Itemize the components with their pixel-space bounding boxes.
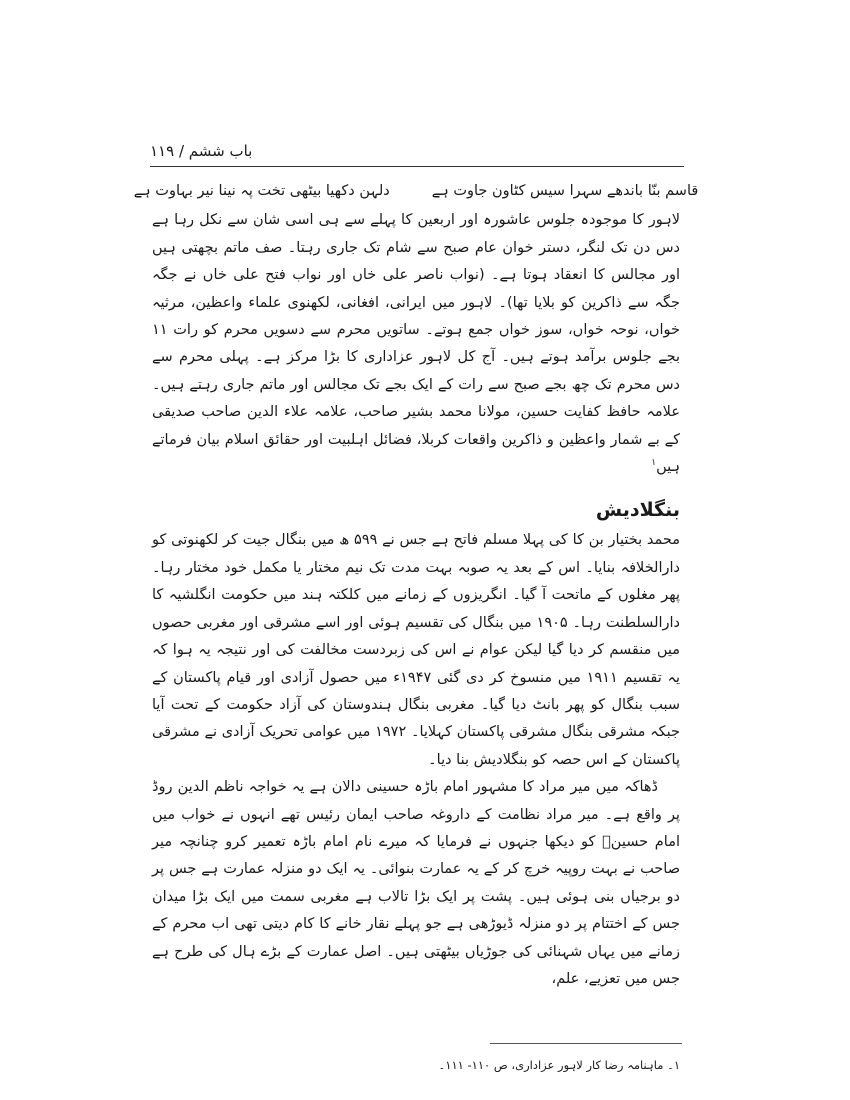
footnote-divider — [490, 1043, 682, 1044]
page-body — [133, 178, 699, 993]
lahore-paragraph-text: لاہور کا موجودہ جلوس عاشورہ اور اربعین کا پہلے سے ہی اسی شان سے نکل رہا ہے دس دن تک لنگر، دستر خوان عام صبح سے شام تک جاری رہتا۔ صف ماتم بچھتی ہیں اور مجالس کا انعقاد ہوتا ہے۔ (نواب ناصر علی خاں اور نواب فتح علی خاں نے جگہ جگہ سے ذاکرین کو بلایا تھا)۔ لاہور میں ایرانی، افغانی، لکھنوی علماء واعظین، مرثیہ خواں، نوحہ خواں، سوز خواں جمع ہوتے۔ ساتویں محرم سے دسویں محرم کو رات ۱۱ بجے جلوس برآمد ہوتے ہیں۔ آج کل لاہور عزاداری کا بڑا مرکز ہے۔ پہلی محرم سے دس محرم تک چھ بجے صبح سے رات کے ایک بجے تک مجالس اور ماتم جاری رہتے ہیں۔ علامہ حافظ کفایت حسین، مولانا محمد بشیر صاحب، علامہ علاء الدین صاحب صدیقی کے بے شمار واعظین و ذاکرین واقعات کربلا، فضائل اہلبیت اور حقائق اسلام بیان فرماتے ہیں — [152, 212, 680, 476]
couplet-second-line: دلہن دکھیا بیٹھی تخت پہ نینا نیر بہاوت ہے — [133, 183, 390, 199]
footnote: ۱۔ ماہنامہ رضا کار لاہور عزاداری، ص ۱۱۰- ۱۱۱۔ — [438, 1058, 680, 1072]
bangladesh-paragraph-history: محمد بختیار بن کا کی پہلا مسلم فاتح ہے جس نے ۵۹۹ ھ میں بنگال جیت کر لکھنوتی کو دارالخلافہ بنایا۔ اس کے بعد یہ صوبہ بہت مدت تک نیم مختار یا مکمل خود مختار رہا۔ پھر مغلوں کے ماتحت آ گیا۔ انگریزوں کے زمانے میں کلکتہ ہند میں حکومت انگلشیہ کا دارالسلطنت رہا۔ ۱۹۰۵ میں بنگال کی تقسیم ہوئی اور اسے مشرقی اور مغربی حصوں میں منقسم کر دیا گیا لیکن عوام نے اس کی زبردست مخالفت کی اور نتیجہ یہ ہوا کہ یہ تقسیم ۱۹۱۱ میں منسوخ کر دی گئی ۱۹۴۷ء میں حصول آزادی اور قیام پاکستان کے سبب بنگال کو پھر بانٹ دیا گیا۔ مغربی بنگال ہندوستان کی آزاد حکومت کے تحت آیا جبکہ مشرقی بنگال مشرقی پاکستان کہلایا۔ ۱۹۷۲ میں عوامی تحریک آزادی نے مشرقی پاکستان کے اس حصہ کو بنگلادیش بنا دیا۔ — [152, 532, 681, 768]
running-header — [150, 138, 684, 167]
lahore-paragraph — [152, 207, 680, 481]
section-heading-bangladesh: بنگلادیش — [595, 499, 680, 522]
couplet — [133, 178, 699, 205]
couplet-first-line: قاسم بنّا باندھے سہرا سیس کٹاون جاوت ہے — [431, 183, 699, 199]
bangladesh-paragraph-dhaka: ڈھاکہ میں میر مراد کا مشہور امام باڑہ حسینی دالان ہے یہ خواجہ ناظم الدین روڈ پر واقع ہے۔ میر مراد نظامت کے داروغہ صاحب ایمان رئیس تھے انہوں نے خواب میں امام حسینؑ کو دیکھا جنہوں نے فرمایا کہ میرے نام امام باڑہ تعمیر کرو چنانچہ میر صاحب نے بہت روپیہ خرچ کر کے یہ عمارت بنوائی۔ یہ ایک دو منزلہ عمارت ہے جس پر دو برجیاں بنی ہوئی ہیں۔ پشت پر ایک بڑا تالاب ہے مغربی سمت میں ایک بڑا میدان جس کے اختتام پر دو منزلہ ڈیوڑھی ہے جو پہلے نقار خانے کا کام دیتی تھی اب محرم کے زمانے میں یہاں شہنائی کی جوڑیاں بیٹھتی ہیں۔ اصل عمارت کے بڑے ہال کی طرح ہے جس میں تعزیے، علم، — [152, 779, 680, 987]
chapter-page-number: باب ششم / ۱۱۹ — [150, 142, 253, 160]
footnote-reference: ۱ — [651, 458, 657, 469]
